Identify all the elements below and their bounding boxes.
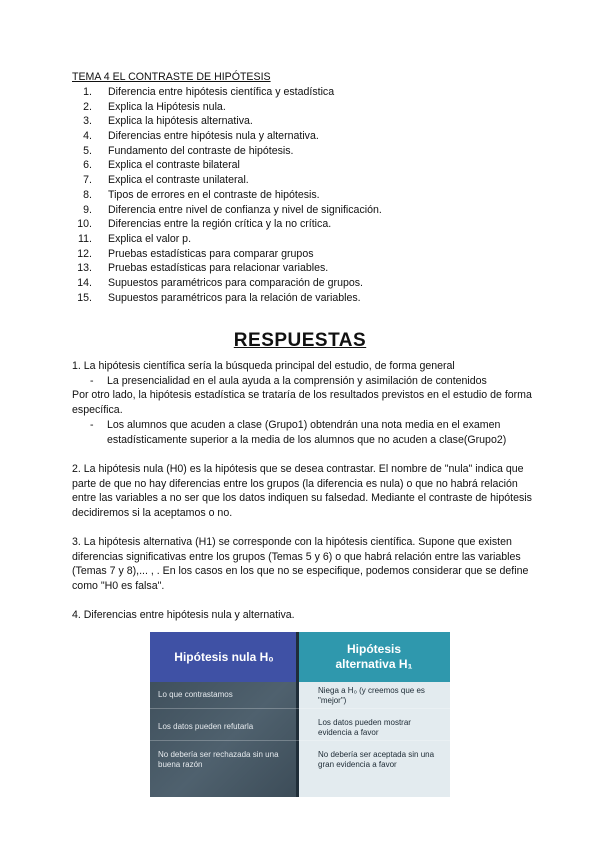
bullet-text: La presencialidad en el aula ayuda a la comprensión y asimilación de contenidos <box>107 375 487 387</box>
answer-2: 2. La hipótesis nula (H0) es la hipótesis que se desea contrastar. El nombre de "nula" indica que parte de que no hay diferencias entre los grupos (la diferencia es nula) o que no habrá relación entre las variables a no ser que los datos indiquen su falsedad. Mediante el contraste de hipótesis decidiremos si la aceptamos o no. <box>72 463 532 519</box>
item-text: Explica la Hipótesis nula. <box>108 100 226 113</box>
item-text: Explica el contraste bilateral <box>108 159 240 172</box>
item-text: Pruebas estadísticas para relacionar variables. <box>108 262 329 275</box>
figure-alternative-header-line1: Hipótesis <box>346 642 401 656</box>
figure-cell-null-1: Lo que contrastamos <box>158 690 233 699</box>
list-item <box>72 144 552 159</box>
item-number: 2. <box>83 100 92 113</box>
list-item <box>72 114 552 129</box>
figure-cell-alt-1: Niega a H₀ (y creemos que es "mejor") <box>318 686 425 705</box>
item-text: Diferencia entre hipótesis científica y estadística <box>108 86 335 98</box>
item-text: Diferencias entre la región crítica y la no crítica. <box>108 218 332 231</box>
topic-title: TEMA 4 EL CONTRASTE DE HIPÓTESIS <box>72 71 271 83</box>
item-text: Supuestos paramétricos para la relación de variables. <box>108 291 361 304</box>
figure-null-header: Hipótesis nula H₀ <box>150 632 298 682</box>
item-number: 9. <box>83 203 92 216</box>
item-number: 8. <box>83 188 92 201</box>
figure-row-separator <box>150 708 450 709</box>
item-text: Fundamento del contraste de hipótesis. <box>108 144 294 157</box>
item-text: Diferencias entre hipótesis nula y alternativa. <box>108 130 319 143</box>
list-item <box>72 173 552 188</box>
answer-1-bullet-2 <box>90 418 540 447</box>
figure-cell-null-3: No debería ser rechazada sin una buena razón <box>158 750 279 769</box>
figure-cell-null-2: Los datos pueden refutarla <box>158 722 254 731</box>
list-item <box>72 261 552 276</box>
answer-4: 4. Diferencias entre hipótesis nula y alternativa. <box>72 609 295 621</box>
answer-1: 1. La hipótesis científica sería la búsqueda principal del estudio, de forma general <box>72 360 455 372</box>
item-number: 13. <box>77 262 92 275</box>
bullet-text: Los alumnos que acuden a clase (Grupo1) obtendrán una nota media en el examen estadísticamente superior a la media de los alumnos que no acuden a clase(Grupo2) <box>107 419 507 446</box>
figure-cell-alt-3: No debería ser aceptada sin una gran evidencia a favor <box>318 750 435 769</box>
list-item <box>72 291 552 306</box>
bullet-dash: - <box>90 375 94 387</box>
item-number: 6. <box>83 159 92 172</box>
item-number: 11. <box>78 232 92 245</box>
item-text: Explica el contraste unilateral. <box>108 174 249 187</box>
list-item <box>72 247 552 262</box>
item-number: 3. <box>83 115 92 128</box>
list-item <box>72 232 552 247</box>
item-text: Tipos de errores en el contraste de hipótesis. <box>108 188 320 201</box>
item-number: 12. <box>77 247 92 260</box>
item-text: Supuestos paramétricos para comparación de grupos. <box>108 276 363 289</box>
list-item <box>72 203 552 218</box>
item-number: 4. <box>83 130 92 143</box>
hypothesis-comparison-figure <box>150 632 450 797</box>
figure-row-separator <box>150 740 450 741</box>
list-item <box>72 100 552 115</box>
figure-cell-alt-2: Los datos pueden mostrar evidencia a favor <box>318 718 411 737</box>
figure-alternative-header <box>298 632 450 682</box>
item-number: 5. <box>83 144 92 157</box>
answers-heading: RESPUESTAS <box>233 330 367 351</box>
list-item <box>72 188 552 203</box>
figure-divider <box>296 632 299 797</box>
answer-3: 3. La hipótesis alternativa (H1) se corresponde con la hipótesis científica. Supone que existen diferencias significativas entre los grupos (Temas 5 y 6) o que habrá relación entre las variables (Temas 7 y 8),... , . En los casos en los que no se especifique, podemos considerar que se define como "H0 es falsa". <box>72 536 529 592</box>
item-number: 1. <box>83 86 92 98</box>
item-text: Explica el valor p. <box>108 232 192 245</box>
item-number: 15. <box>77 291 92 304</box>
list-item <box>72 85 552 100</box>
list-item <box>72 158 552 173</box>
answer-1-bullet <box>90 374 540 389</box>
item-number: 7. <box>83 174 92 187</box>
bullet-dash: - <box>90 419 94 431</box>
item-number: 14. <box>77 276 92 289</box>
item-text: Pruebas estadísticas para comparar grupos <box>108 247 314 260</box>
list-item <box>72 276 552 291</box>
figure-alternative-header-line2: alternativa H₁ <box>335 657 413 671</box>
list-item <box>72 217 552 232</box>
item-number: 10. <box>77 218 92 231</box>
question-list <box>72 85 552 305</box>
item-text: Diferencia entre nivel de confianza y nivel de significación. <box>108 203 382 216</box>
item-text: Explica la hipótesis alternativa. <box>108 115 253 128</box>
answer-1-continuation: Por otro lado, la hipótesis estadística se trataría de los resultados previstos en el estudio de forma específica. <box>72 389 532 416</box>
list-item <box>72 129 552 144</box>
